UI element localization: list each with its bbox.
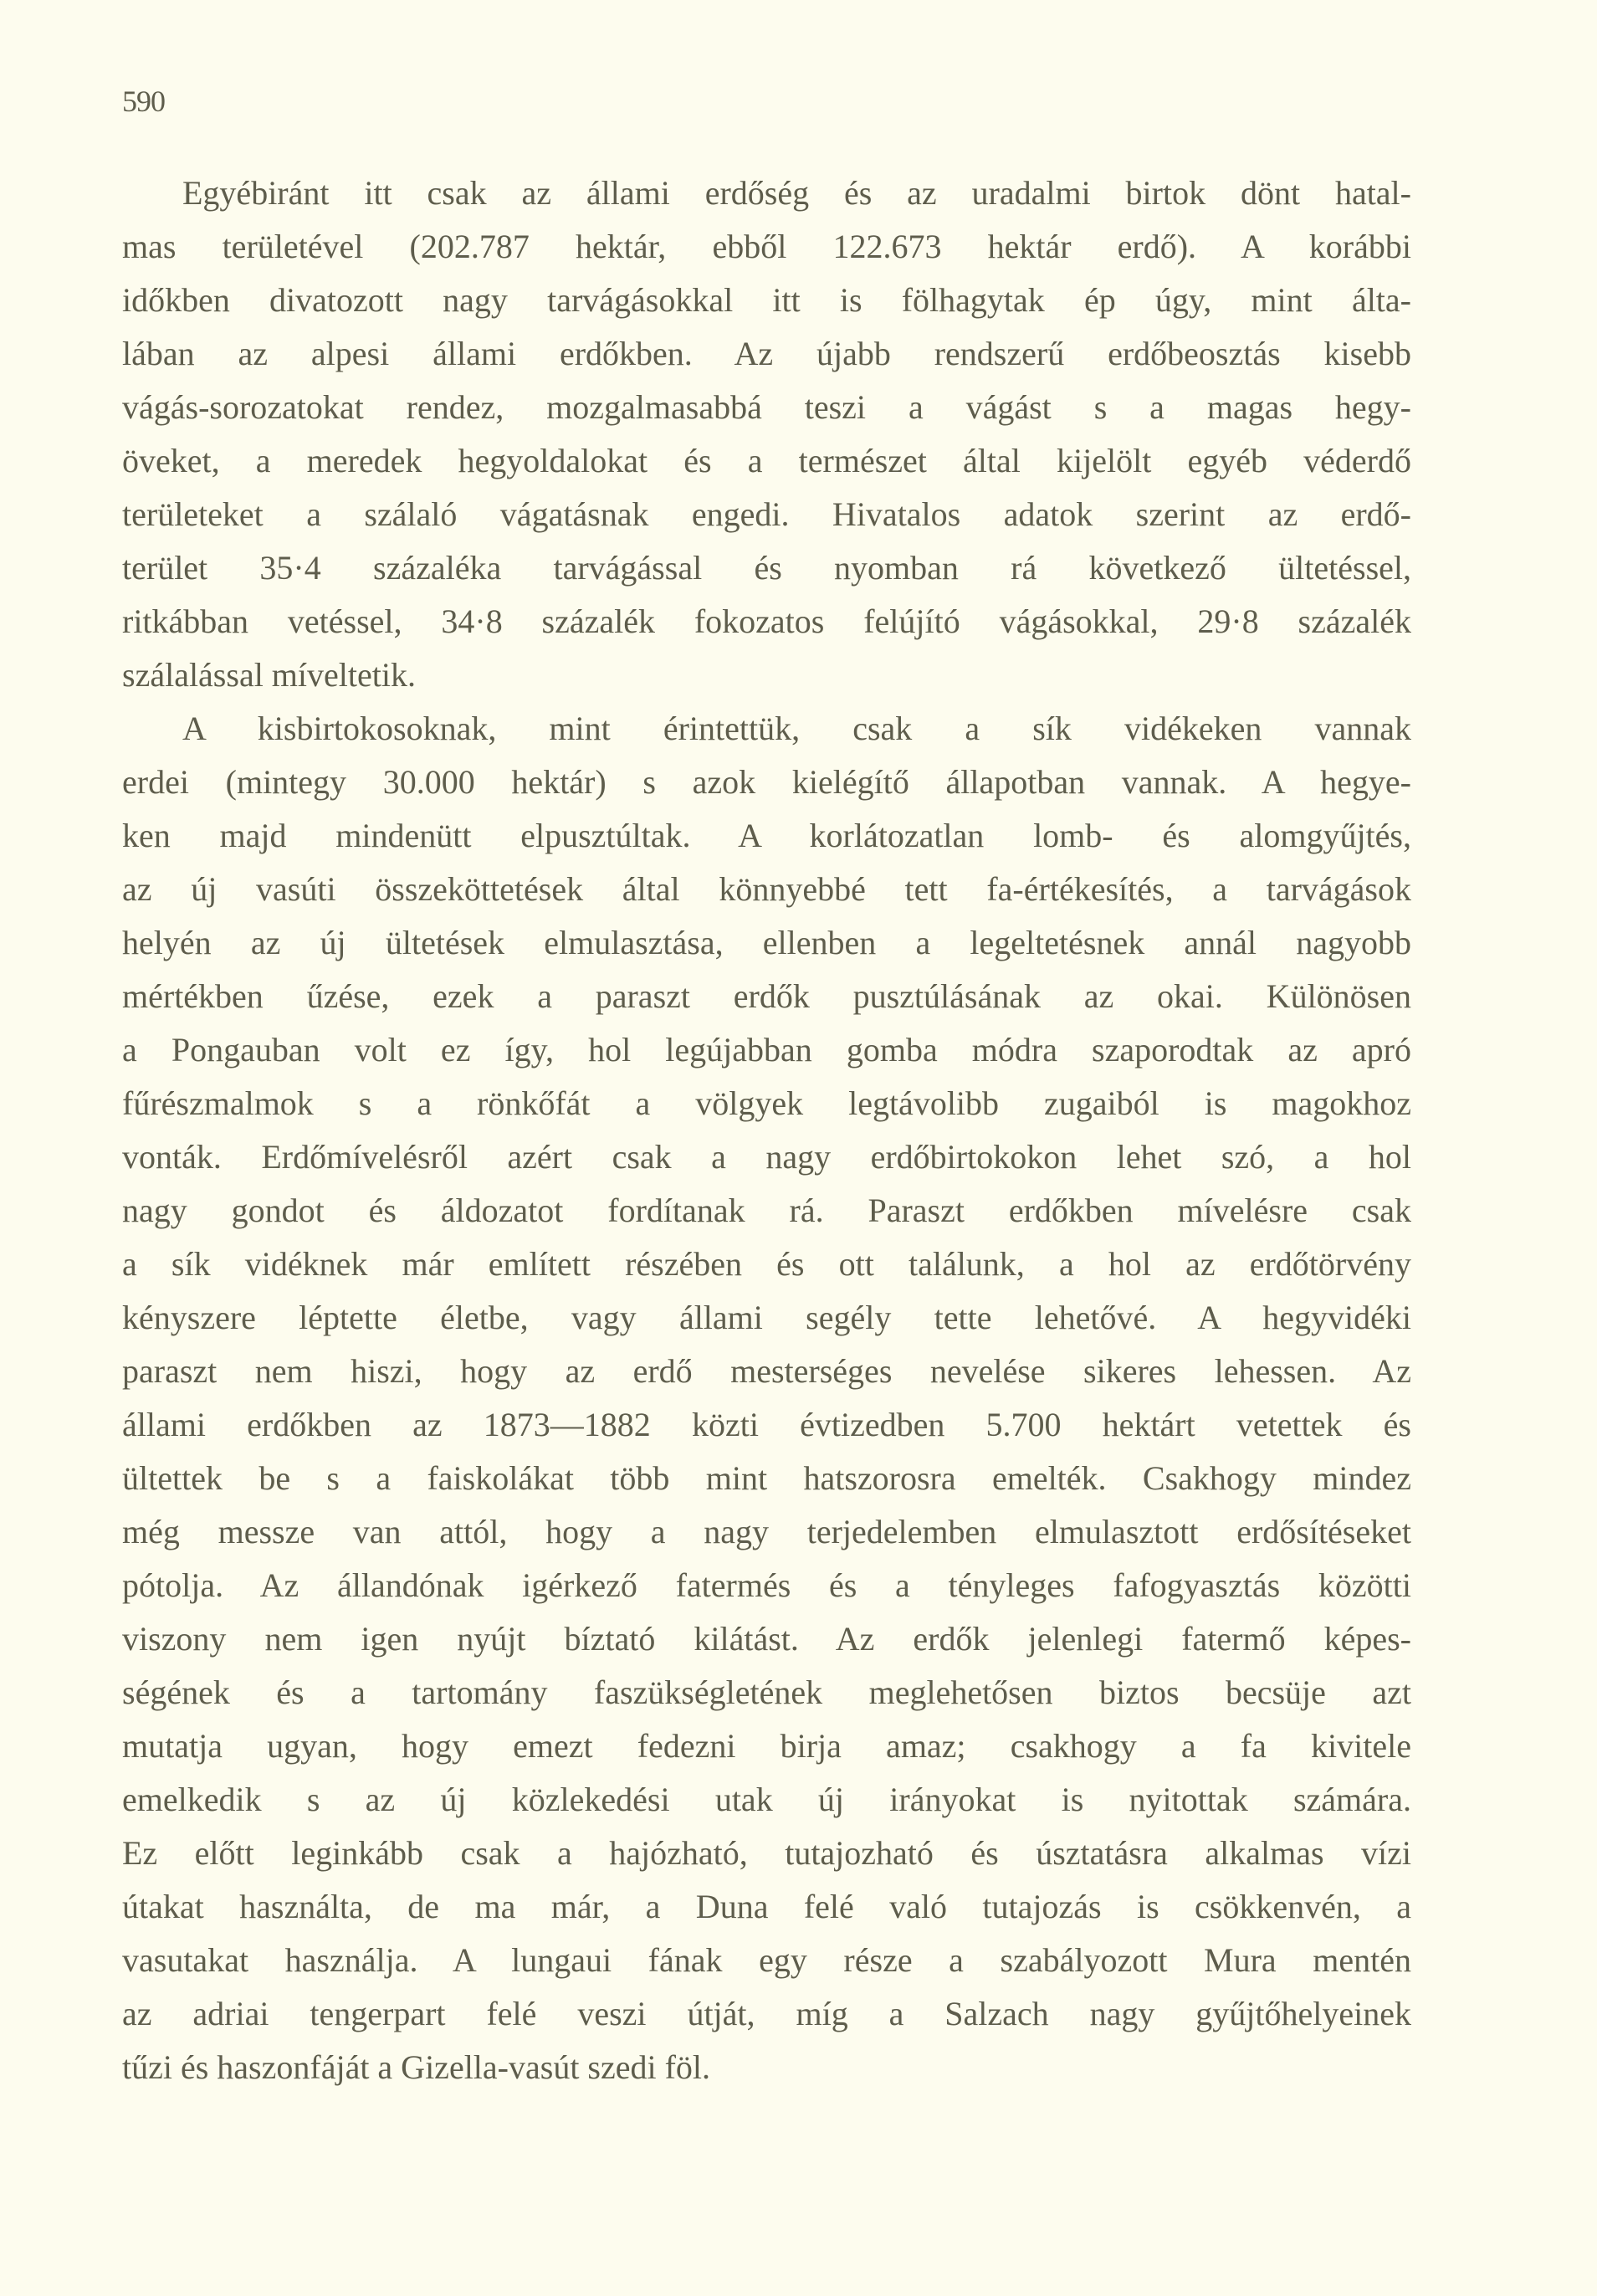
text-line: tűzi és haszonfáját a Gizella-vasút szedi föl. [122,2048,711,2086]
text-line: az adriai tengerpart felé veszi útját, míg a Salzach nagy gyűjtőhelyeinek [122,1995,1411,2032]
text-line: öveket, a meredek hegyoldalokat és a természet által kijelölt egyéb véderdő [122,442,1411,479]
text-line: pótolja. Az állandónak igérkező fatermés és a tényleges fafogyasztás közötti [122,1566,1411,1604]
text-line: az új vasúti összeköttetések által könnyebbé tett fa-értékesítés, a tarvágások [122,870,1411,908]
text-line: ültettek be s a faiskolákat több mint hatszorosra emelték. Csakhogy mindez [122,1459,1411,1497]
paragraph [122,167,1411,702]
page-number: 590 [122,85,165,118]
text-line: vonták. Erdőmívelésről azért csak a nagy erdőbirtokokon lehet szó, a hol [122,1138,1411,1176]
text-line: lában az alpesi állami erdőkben. Az újabb rendszerű erdőbeosztás kisebb [122,335,1411,372]
text-line: Ez előtt leginkább csak a hajózható, tutajozható és úsztatásra alkalmas vízi [122,1834,1411,1872]
text-line: állami erdőkben az 1873—1882 közti évtizedben 5.700 hektárt vetettek és [122,1406,1411,1443]
paragraph [122,702,1411,2094]
text-line: erdei (mintegy 30.000 hektár) s azok kielégítő állapotban vannak. A hegye- [122,763,1411,801]
text-line: nagy gondot és áldozatot fordítanak rá. Paraszt erdőkben mívelésre csak [122,1192,1411,1229]
text-line: időkben divatozott nagy tarvágásokkal itt is fölhagytak ép úgy, mint álta- [122,281,1411,319]
text-line: ritkábban vetéssel, 34·8 százalék fokozatos felújító vágásokkal, 29·8 százalék [122,602,1411,640]
text-line: helyén az új ültetések elmulasztása, ellenben a legeltetésnek annál nagyobb [122,924,1411,961]
text-line: vasutakat használja. A lungaui fának egy része a szabályozott Mura mentén [122,1941,1411,1979]
text-line: kényszere léptette életbe, vagy állami segély tette lehetővé. A hegyvidéki [122,1299,1411,1336]
body-text [122,167,1411,2094]
text-line: a sík vidéknek már említett részében és ott találunk, a hol az erdőtörvény [122,1245,1411,1283]
text-line: emelkedik s az új közlekedési utak új irányokat is nyitottak számára. [122,1781,1411,1818]
text-line: vágás-sorozatokat rendez, mozgalmasabbá teszi a vágást s a magas hegy- [122,388,1411,426]
text-line: mas területével (202.787 hektár, ebből 122.673 hektár erdő). A korábbi [122,228,1411,265]
text-line: Egyébiránt itt csak az állami erdőség és az uradalmi birtok dönt hatal- [182,174,1411,212]
text-line: paraszt nem hiszi, hogy az erdő mesterséges nevelése sikeres lehessen. Az [122,1352,1411,1390]
text-line: A kisbirtokosoknak, mint érintettük, csak a sík vidékeken vannak [182,710,1411,747]
text-line: útakat használta, de ma már, a Duna felé való tutajozás is csökkenvén, a [122,1888,1411,1925]
text-line: mértékben űzése, ezek a paraszt erdők pusztúlásának az okai. Különösen [122,977,1411,1015]
text-line: területeket a szálaló vágatásnak engedi. Hivatalos adatok szerint az erdő- [122,495,1411,533]
text-line: ken majd mindenütt elpusztúltak. A korlátozatlan lomb- és alomgyűjtés, [122,817,1411,854]
text-line: ségének és a tartomány faszükségletének meglehetősen biztos becsüje azt [122,1673,1411,1711]
text-line: terület 35·4 százaléka tarvágással és nyomban rá következő ültetéssel, [122,549,1411,587]
text-line: fűrészmalmok s a rönkőfát a völgyek legtávolibb zugaiból is magokhoz [122,1084,1411,1122]
text-line: viszony nem igen nyújt bíztató kilátást. Az erdők jelenlegi fatermő képes- [122,1620,1411,1658]
text-line: mutatja ugyan, hogy emezt fedezni birja amaz; csakhogy a fa kivitele [122,1727,1411,1765]
text-line: még messze van attól, hogy a nagy terjedelemben elmulasztott erdősítéseket [122,1513,1411,1550]
text-line: szálalással míveltetik. [122,656,416,694]
text-line: a Pongauban volt ez így, hol legújabban gomba módra szaporodtak az apró [122,1031,1411,1069]
